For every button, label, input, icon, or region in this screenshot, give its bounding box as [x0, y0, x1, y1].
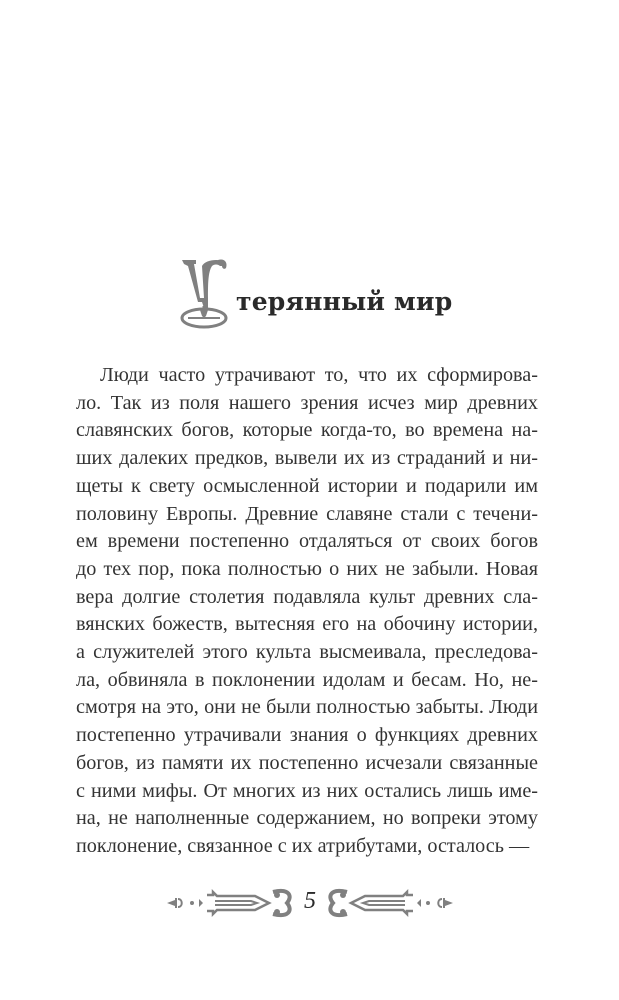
text-line: половину Европы. Древние славяне стали с течени- — [76, 502, 538, 525]
text-line: вянских божеств, вытесняя его на обочину истории, — [76, 613, 538, 636]
text-line: ла, обвиняла в поклонении идолам и бесам. Но, не- — [76, 668, 538, 691]
text-line: богов, из памяти их постепенно исчезали связанные — [76, 751, 538, 774]
text-line: ших далеких предков, вывели их из страданий и ни- — [76, 447, 538, 470]
text-line: поклонение, связанное с их атрибутами, осталось — — [76, 834, 530, 857]
text-line: вера долгие столетия подавляла культ древних сла- — [76, 585, 538, 608]
text-line: ло. Так из поля нашего зрения исчез мир древних — [76, 391, 538, 414]
text-line: а служителей этого культа высмеивала, преследова- — [76, 641, 538, 664]
page-number: 5 — [304, 888, 316, 914]
chapter-heading — [178, 255, 452, 330]
text-line: с ними мифы. От многих из них остались лишь име- — [76, 779, 538, 802]
page-footer-ornament — [165, 884, 455, 924]
text-line: до тех пор, пока полностью о них не забыли. Новая — [76, 557, 538, 580]
text-line: Люди часто утрачивают то, что их сформирова- — [100, 364, 538, 386]
text-line: постепенно утрачивали знания о функциях древних — [76, 724, 538, 747]
text-line: ем времени постепенно отдаляться от своих богов — [76, 530, 538, 553]
text-line: щеты к свету осмысленной истории и подарили им — [76, 474, 538, 497]
chapter-title: терянный мир — [236, 287, 453, 316]
text-line: славянских богов, которые когда-то, во времена на- — [76, 419, 538, 442]
drop-cap-u-ornament — [178, 258, 234, 330]
body-paragraph — [76, 362, 538, 861]
text-line: смотря на это, они не были полностью забыты. Люди — [76, 696, 538, 719]
text-line: на, не наполненные содержанием, но вопреки этому — [76, 807, 538, 830]
